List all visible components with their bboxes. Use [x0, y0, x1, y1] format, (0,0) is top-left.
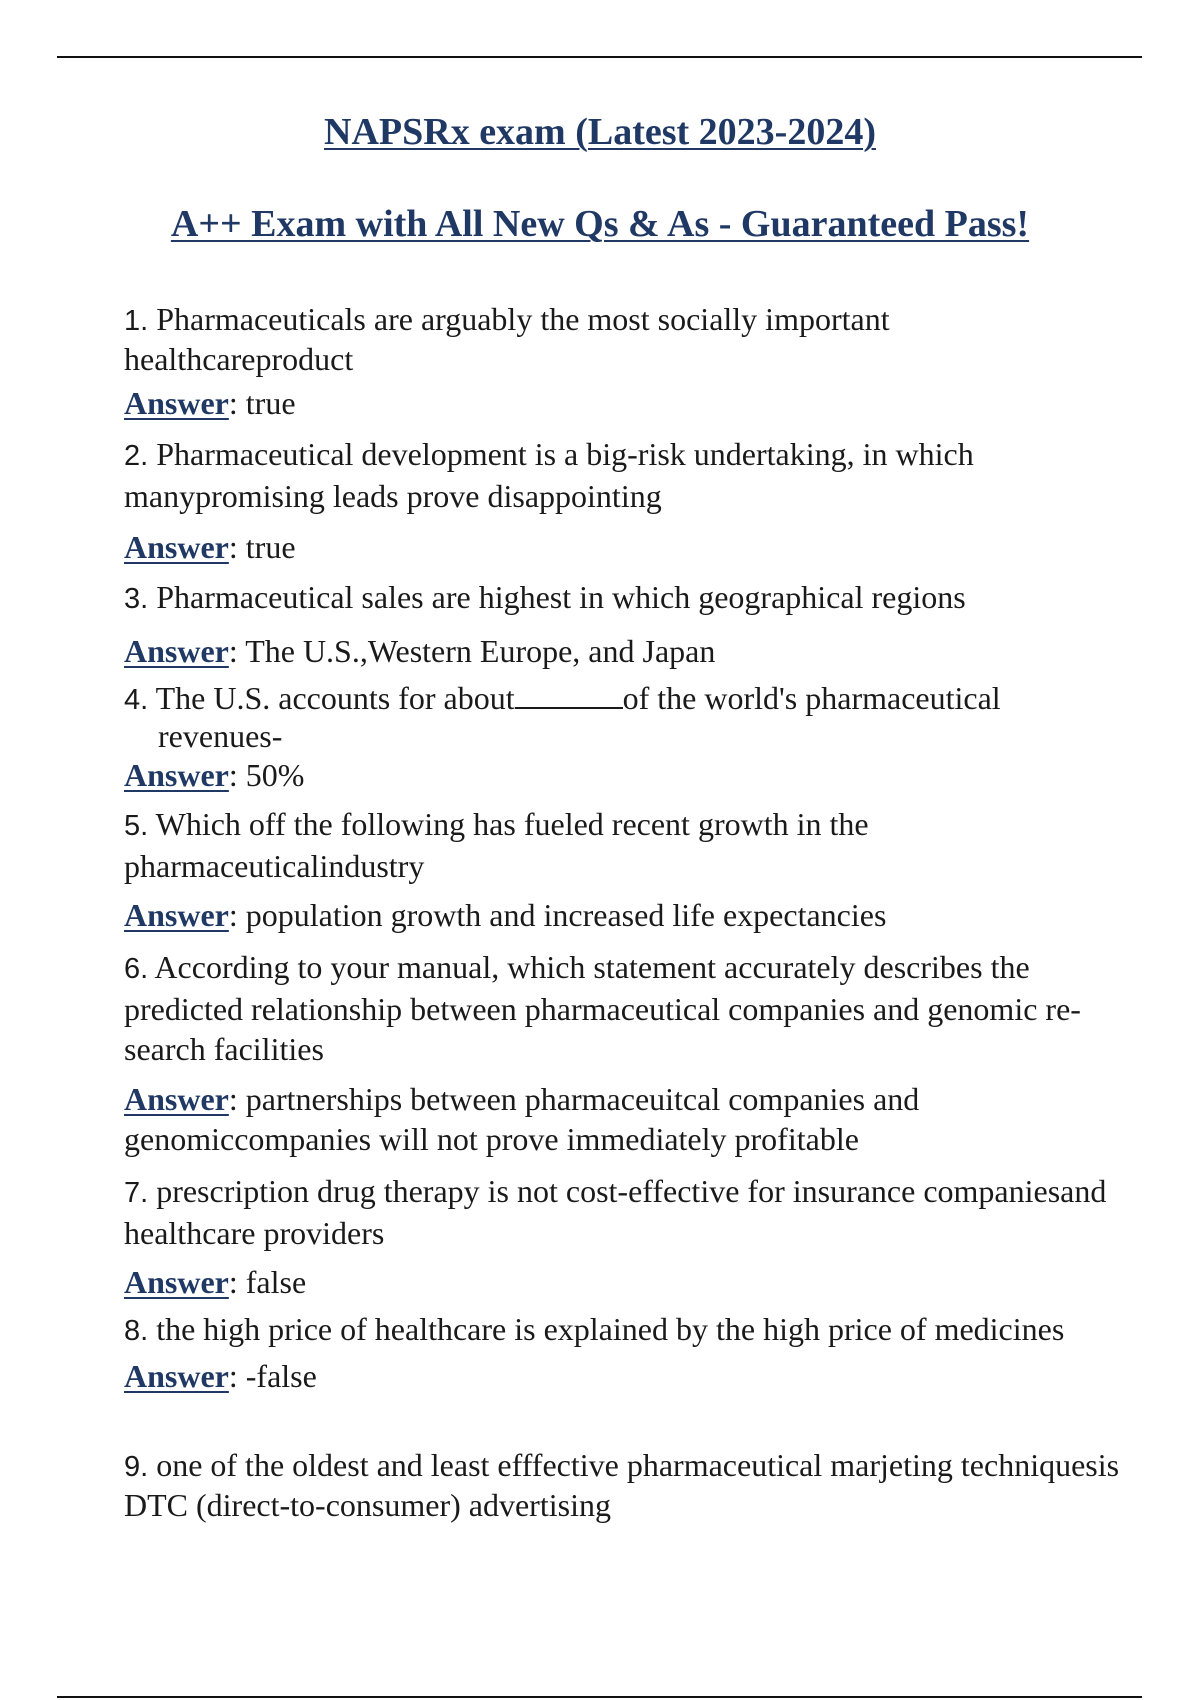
question-text: Pharmaceutical development is a big-risk undertaking, in which manypromising leads prove disappointing: [124, 436, 974, 514]
question-number: 9.: [124, 1451, 149, 1483]
question-number: 8.: [124, 1315, 149, 1347]
question-text-after: of the world's pharmaceutical revenues-: [158, 680, 1001, 754]
document-subtitle: A++ Exam with All New Qs & As - Guaranteed Pass!: [170, 203, 1030, 245]
qa-item-6: [124, 947, 1124, 1159]
question-7: [124, 1171, 1124, 1253]
answer-text: : false: [228, 1264, 307, 1300]
question-text: Pharmaceuticals are arguably the most socially important healthcareproduct: [124, 301, 890, 377]
answer-label: Answer: [124, 633, 229, 669]
qa-item-7: [124, 1171, 1124, 1301]
answer-6: [124, 1079, 1124, 1159]
question-number: 2.: [124, 440, 149, 472]
qa-item-5: [124, 804, 1124, 934]
answer-label: Answer: [124, 385, 229, 421]
answer-text: : population growth and increased life expectancies: [228, 897, 887, 933]
question-text: Pharmaceutical sales are highest in which geographical regions: [156, 579, 966, 615]
answer-text: : The U.S.,Western Europe, and Japan: [228, 633, 716, 669]
qa-item-4: [124, 680, 1124, 794]
fill-in-blank: [515, 681, 623, 709]
qa-item-3: [124, 578, 1124, 670]
question-2: [124, 434, 1124, 516]
question-9: [124, 1446, 1124, 1524]
answer-label: Answer: [124, 897, 229, 933]
answer-label: Answer: [124, 529, 229, 565]
top-rule: [57, 56, 1142, 58]
question-text: Which off the following has fueled recent growth in the pharmaceuticalindustry: [124, 806, 869, 884]
question-text-before: The U.S. accounts for about: [155, 680, 515, 716]
document-title: NAPSRx exam (Latest 2023-2024): [324, 111, 876, 153]
bottom-rule: [57, 1696, 1142, 1698]
answer-3: [124, 632, 1124, 670]
question-number: 3.: [124, 583, 149, 615]
qa-item-9: [124, 1446, 1124, 1524]
answer-7: [124, 1263, 1124, 1301]
qa-item-2: [124, 434, 1124, 566]
answer-2: [124, 528, 1124, 566]
qa-item-1: [124, 300, 1124, 422]
question-number: 7.: [124, 1177, 149, 1209]
answer-text: : true: [228, 529, 296, 565]
answer-label: Answer: [124, 1264, 229, 1300]
question-number: 6.: [124, 953, 149, 985]
answer-1: [124, 384, 1124, 422]
question-number: 1.: [124, 305, 149, 337]
answer-8: [124, 1357, 1124, 1395]
question-text: one of the oldest and least efffective pharmaceutical marjeting techniquesis DTC (direct-to-consumer) advertising: [124, 1447, 1120, 1523]
answer-4: [124, 756, 1124, 794]
answer-label: Answer: [124, 1081, 229, 1117]
question-text: prescription drug therapy is not cost-effective for insurance companiesand healthcare providers: [124, 1173, 1107, 1251]
answer-label: Answer: [124, 757, 229, 793]
question-4: [124, 680, 1124, 754]
question-number: 5.: [124, 810, 149, 842]
question-1: [124, 300, 1124, 378]
answer-label: Answer: [124, 1358, 229, 1394]
answer-text: : true: [228, 385, 296, 421]
question-number: 4.: [124, 684, 149, 716]
question-text: According to your manual, which statement accurately describes the predicted relationship between pharmaceutical companies and genomic re-search facilities: [124, 949, 1081, 1067]
answer-text: : partnerships between pharmaceuitcal companies and genomiccompanies will not prove immediately profitable: [124, 1081, 920, 1157]
question-3: [124, 578, 1124, 618]
answer-5: [124, 896, 1124, 934]
question-8: [124, 1311, 1124, 1349]
qa-item-8: [124, 1311, 1124, 1395]
answer-text: : -false: [228, 1358, 317, 1394]
answer-text: : 50%: [228, 757, 305, 793]
question-6: [124, 947, 1124, 1069]
question-5: [124, 804, 1124, 886]
question-text: the high price of healthcare is explained by the high price of medicines: [156, 1311, 1065, 1347]
